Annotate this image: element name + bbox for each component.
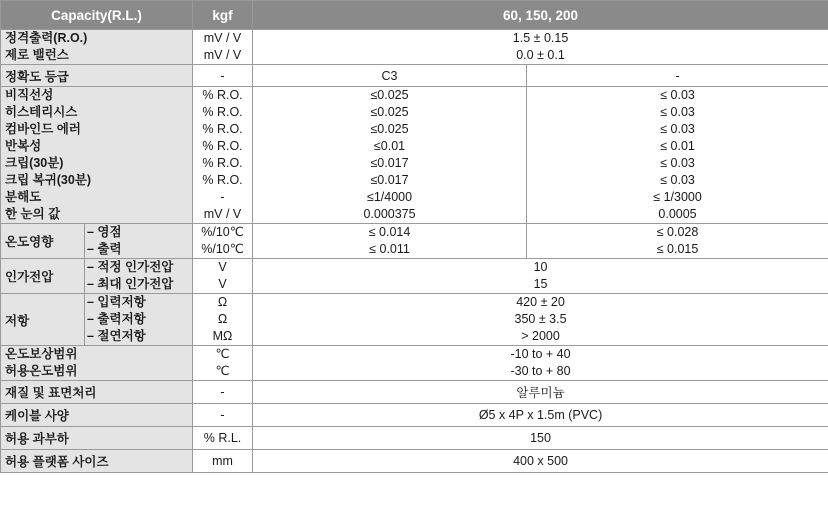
temp-effect-sub: – 출력 <box>87 242 122 256</box>
overload-value: 150 <box>253 427 828 450</box>
spec-value: ≤0.017 <box>370 156 409 170</box>
temp-range-row <box>1 346 828 381</box>
spec-values-1 <box>253 87 527 224</box>
temp-effect-subs <box>85 224 193 259</box>
voltage-values <box>253 259 828 294</box>
material-value: 알루미늄 <box>253 381 828 404</box>
resistance-sub: – 입력저항 <box>87 295 146 309</box>
resistance-units <box>193 294 253 346</box>
temp-range-labels <box>1 346 193 381</box>
temp-range-value: -30 to + 80 <box>510 364 571 378</box>
spec-unit: mV / V <box>203 207 242 221</box>
temp-effect-value: ≤ 0.011 <box>369 242 410 256</box>
spec-label: 한 눈의 값 <box>5 207 61 221</box>
resistance-label: 저항 <box>1 294 85 346</box>
rated-output-value: 1.5 ± 0.15 <box>512 31 569 45</box>
temp-effect-sub: – 영점 <box>87 225 122 239</box>
resistance-row <box>1 294 828 346</box>
spec-value: 0.000375 <box>363 207 416 221</box>
capacity-header: Capacity(R.L.) <box>1 1 193 30</box>
accuracy-value-2: - <box>527 65 828 87</box>
resistance-sub: – 절연저항 <box>87 329 146 343</box>
spec-label: 비직선성 <box>5 88 54 102</box>
temp-effect-value: ≤ 0.028 <box>656 225 699 239</box>
spec-value: ≤ 0.03 <box>660 122 695 136</box>
output-units <box>193 30 253 65</box>
spec-value: ≤ 0.03 <box>660 156 695 170</box>
output-row <box>1 30 828 65</box>
temp-effect-values-2 <box>527 224 828 259</box>
resistance-value: 420 ± 20 <box>516 295 565 309</box>
output-values <box>253 30 828 65</box>
spec-unit: % R.O. <box>202 139 243 153</box>
cable-label: 케이블 사양 <box>1 404 193 427</box>
platform-value: 400 x 500 <box>253 450 828 473</box>
temp-range-values <box>253 346 828 381</box>
temp-effect-unit: %/10℃ <box>201 225 244 239</box>
spec-labels <box>1 87 193 224</box>
spec-unit: % R.O. <box>202 122 243 136</box>
spec-value: ≤ 0.03 <box>660 173 695 187</box>
temp-effect-value: ≤ 0.015 <box>656 242 699 256</box>
temp-effect-label: 온도영향 <box>1 224 85 259</box>
header-row <box>1 1 828 30</box>
spec-value: ≤ 0.03 <box>660 105 695 119</box>
cable-value: Ø5 x 4P x 1.5m (PVC) <box>253 404 828 427</box>
temp-effect-values-1 <box>253 224 527 259</box>
platform-label: 허용 플랫폼 사이즈 <box>1 450 193 473</box>
spec-value: ≤0.017 <box>370 173 409 187</box>
spec-row <box>1 87 828 224</box>
spec-label: 분해도 <box>5 190 42 204</box>
resistance-value: 350 ± 3.5 <box>514 312 567 326</box>
spec-label: 컴바인드 에러 <box>5 122 81 136</box>
temp-effect-row <box>1 224 828 259</box>
spec-units <box>193 87 253 224</box>
resistance-sub: – 출력저항 <box>87 312 146 326</box>
accuracy-label: 정확도 등급 <box>1 65 193 87</box>
spec-value: ≤0.01 <box>373 139 406 153</box>
voltage-sub: – 적정 인가전압 <box>87 260 174 274</box>
temp-range-unit: ℃ <box>215 347 230 361</box>
zero-balance-value: 0.0 ± 0.1 <box>516 48 565 62</box>
accuracy-value-1: C3 <box>253 65 527 87</box>
accuracy-row <box>1 65 828 87</box>
platform-unit: mm <box>193 450 253 473</box>
voltage-subs <box>85 259 193 294</box>
spec-value: ≤ 0.03 <box>660 88 695 102</box>
voltage-label: 인가전압 <box>1 259 85 294</box>
zero-balance-label: 제로 밸런스 <box>5 48 69 62</box>
voltage-unit: V <box>218 277 227 291</box>
temp-effect-value: ≤ 0.014 <box>368 225 411 239</box>
temp-effect-unit: %/10℃ <box>201 242 244 256</box>
accuracy-unit: - <box>193 65 253 87</box>
resistance-value: > 2000 <box>521 329 560 343</box>
spec-value: ≤1/4000 <box>366 190 413 204</box>
value-header: 60, 150, 200 <box>253 1 828 30</box>
spec-unit: % R.O. <box>202 156 243 170</box>
material-unit: - <box>193 381 253 404</box>
spec-label: 크립 복귀(30분) <box>5 173 92 187</box>
spec-value: ≤ 0.01 <box>660 139 695 153</box>
spec-label: 반복성 <box>5 139 42 153</box>
cable-row <box>1 404 828 427</box>
overload-unit: % R.L. <box>193 427 253 450</box>
platform-row <box>1 450 828 473</box>
voltage-value: 15 <box>533 277 548 291</box>
temp-range-label: 허용온도범위 <box>5 364 78 378</box>
spec-values-2 <box>527 87 828 224</box>
spec-unit: % R.O. <box>202 88 243 102</box>
voltage-row <box>1 259 828 294</box>
resistance-unit: Ω <box>217 295 228 309</box>
cable-unit: - <box>193 404 253 427</box>
resistance-values <box>253 294 828 346</box>
resistance-unit: Ω <box>217 312 228 326</box>
unit-header: kgf <box>193 1 253 30</box>
temp-range-unit: ℃ <box>215 364 230 378</box>
spec-unit: % R.O. <box>202 173 243 187</box>
temp-range-units <box>193 346 253 381</box>
rated-output-unit: mV / V <box>203 31 242 45</box>
material-label: 재질 및 표면처리 <box>1 381 193 404</box>
spec-value: 0.0005 <box>658 207 697 221</box>
material-row <box>1 381 828 404</box>
output-labels <box>1 30 193 65</box>
spec-value: ≤ 1/3000 <box>653 190 702 204</box>
voltage-units <box>193 259 253 294</box>
resistance-unit: MΩ <box>212 329 233 343</box>
spec-label: 히스테리시스 <box>5 105 78 119</box>
resistance-subs <box>85 294 193 346</box>
zero-balance-unit: mV / V <box>203 48 242 62</box>
voltage-sub: – 최대 인가전압 <box>87 277 174 291</box>
rated-output-label: 정격출력(R.O.) <box>5 31 88 45</box>
spec-value: ≤0.025 <box>370 122 409 136</box>
voltage-value: 10 <box>533 260 548 274</box>
temp-range-label: 온도보상범위 <box>5 347 78 361</box>
spec-label: 크립(30분) <box>5 156 64 170</box>
spec-unit: - <box>220 190 225 204</box>
overload-row <box>1 427 828 450</box>
temp-effect-units <box>193 224 253 259</box>
spec-unit: % R.O. <box>202 105 243 119</box>
overload-label: 허용 과부하 <box>1 427 193 450</box>
voltage-unit: V <box>218 260 227 274</box>
spec-value: ≤0.025 <box>370 105 409 119</box>
spec-value: ≤0.025 <box>370 88 409 102</box>
temp-range-value: -10 to + 40 <box>510 347 571 361</box>
